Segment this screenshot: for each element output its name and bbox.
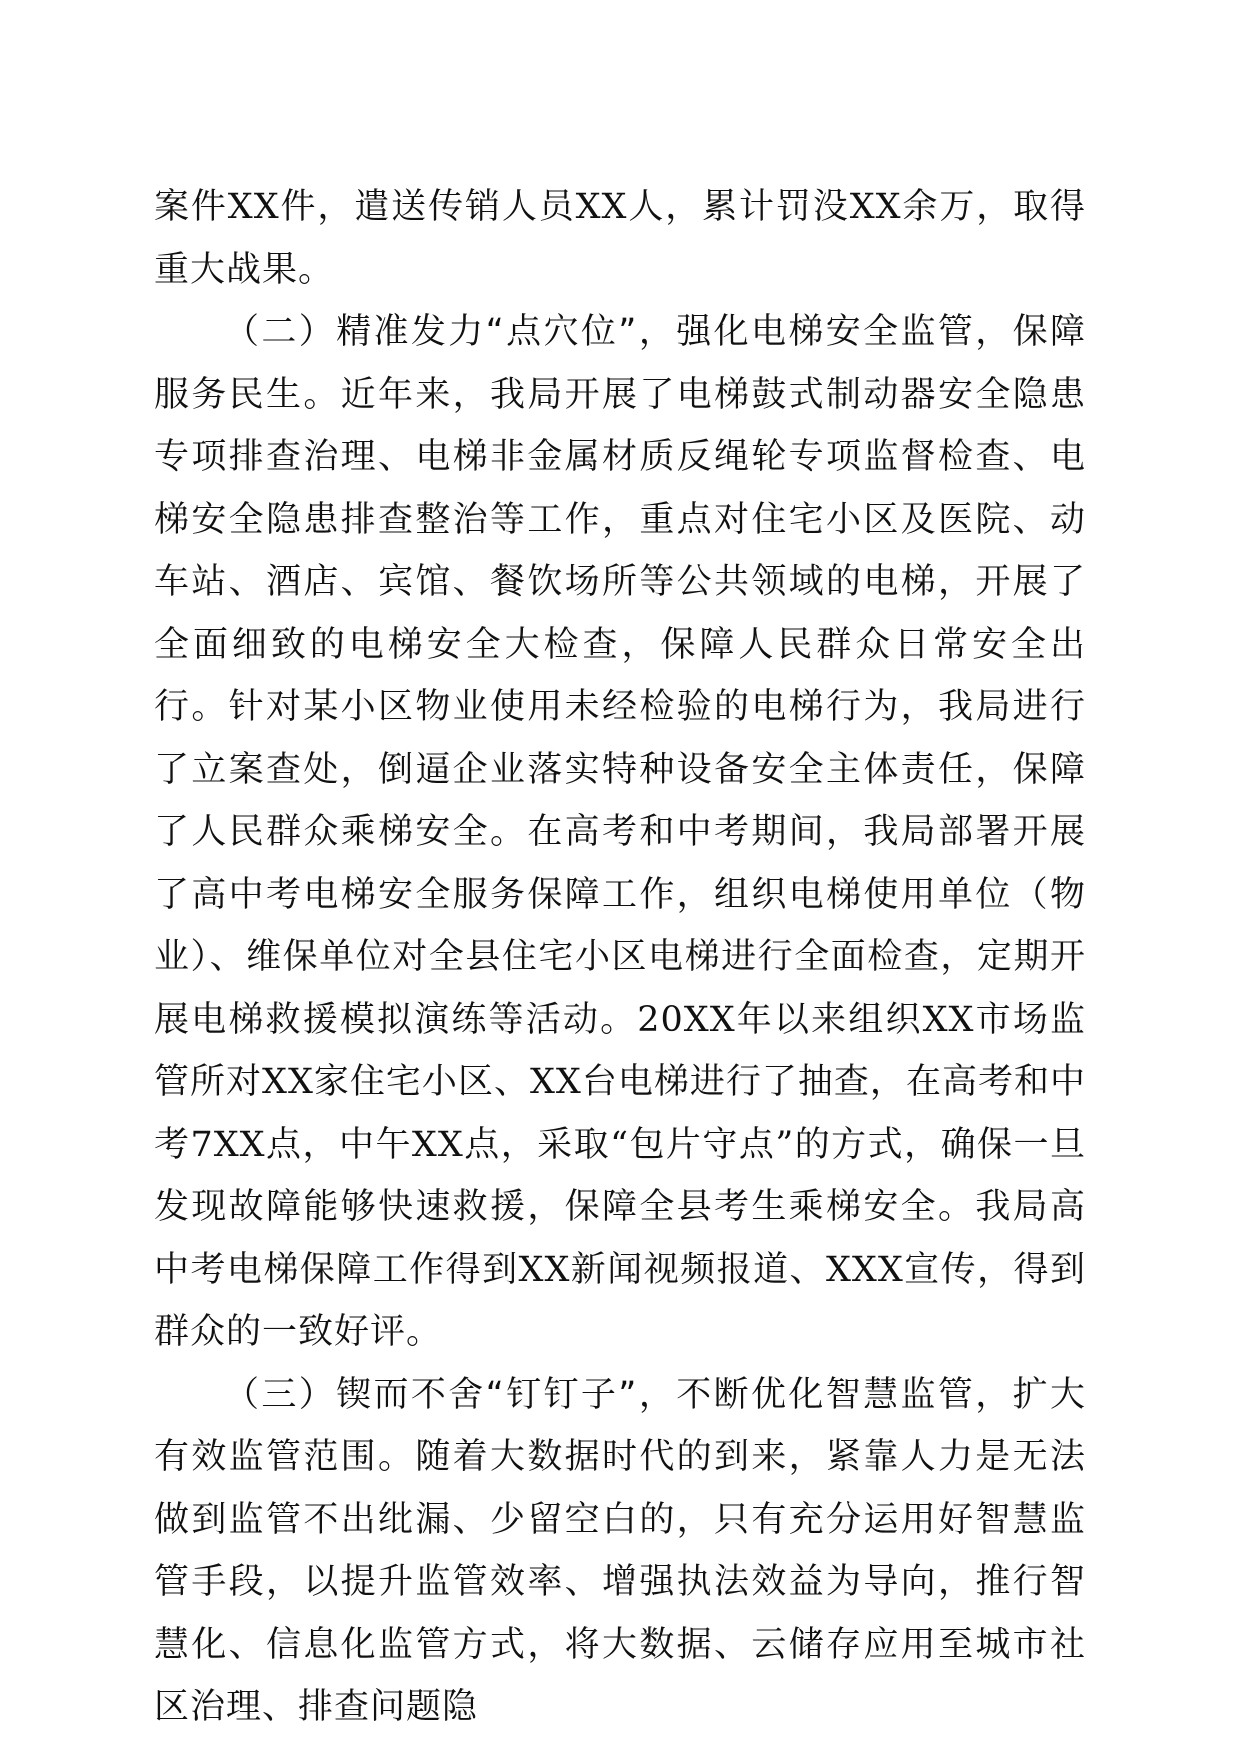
paragraph-smart-supervision bbox=[154, 1364, 1086, 1739]
paragraph-continuation bbox=[154, 176, 1086, 301]
paragraph-text: 近年来，我局开展了电梯鼓式制动器安全隐患专项排查治理、电梯非金属材质反绳轮专项监督检查、电梯安全隐患排查整治等工作，重点对住宅小区及医院、动车站、酒店、宾馆、餐饮场所等公共领域的电梯，开展了全面细致的电梯安全大检查，保障人民群众日常安全出行。针对某小区物业使用未经检验的电梯行为，我局进行了立案查处，倒逼企业落实特种设备安全主体责任，保障了人民群众乘梯安全。在高考和中考期间，我局部署开展了高中考电梯安全服务保障工作，组织电梯使用单位（物业）、维保单位对全县住宅小区电梯进行全面检查，定期开展电梯救援模拟演练等活动。20XX年以来组织XX市场监管所对XX家住宅小区、XX台电梯进行了抽查，在高考和中考7XX点，中午XX点，采取“包片守点”的方式，确保一旦发现故障能够快速救援，保障全县考生乘梯安全。我局高中考电梯保障工作得到XX新闻视频报道、XXX宣传，得到群众的一致好评。 bbox=[154, 374, 1086, 1352]
paragraph-elevator-safety bbox=[154, 301, 1086, 1364]
paragraph-text: 案件XX件，遣送传销人员XX人，累计罚没XX余万，取得重大战果。 bbox=[154, 187, 1086, 290]
document-body bbox=[154, 176, 1086, 1739]
section-heading-3: （三）锲而不舍“钉钉子”，不断优化智慧监管，扩大有效监管范围。 bbox=[154, 1374, 1086, 1477]
section-heading-2: （二）精准发力“点穴位”，强化电梯安全监管，保障服务民生。 bbox=[154, 312, 1086, 415]
paragraph-text: 随着大数据时代的到来，紧靠人力是无法做到监管不出纰漏、少留空白的，只有充分运用好智慧监管手段，以提升监管效率、增强执法效益为导向，推行智慧化、信息化监管方式，将大数据、云储存应用至城市社区治理、排查问题隐 bbox=[154, 1437, 1086, 1727]
